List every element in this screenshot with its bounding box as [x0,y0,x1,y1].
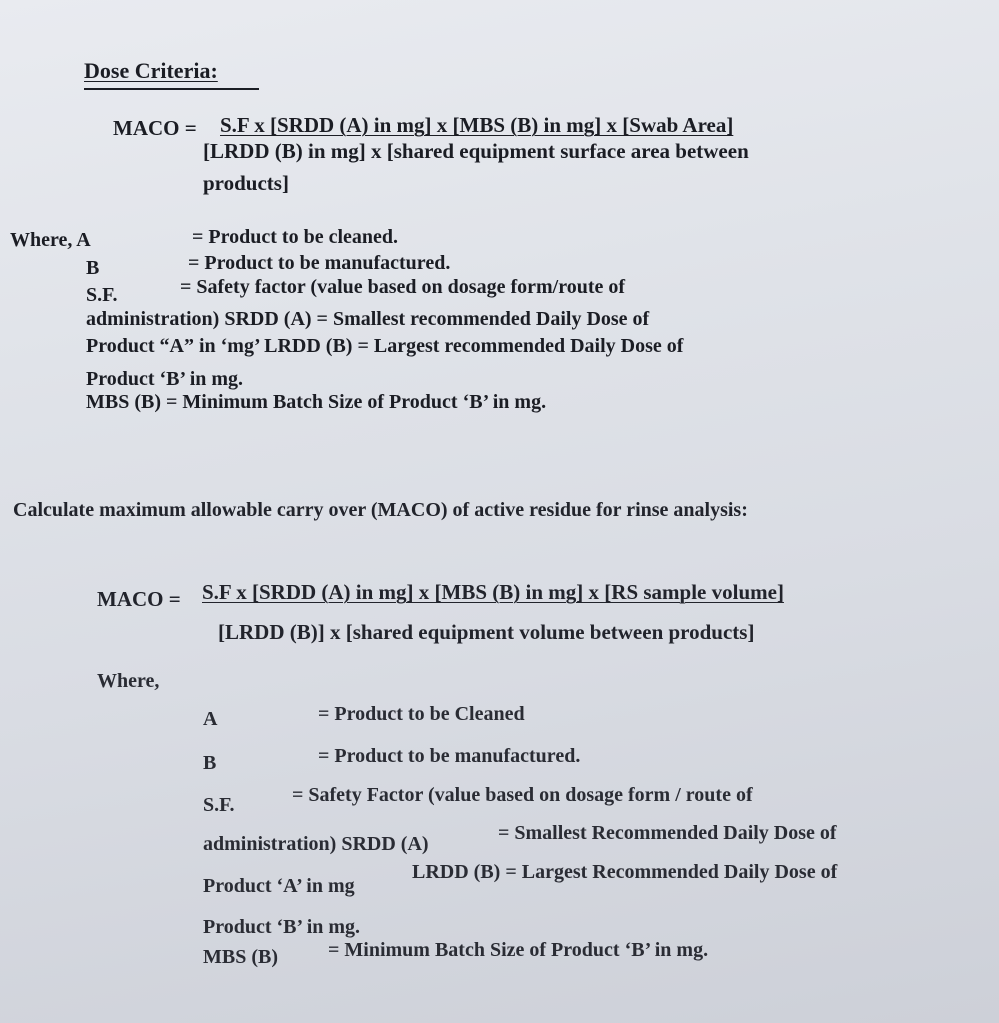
admin-srdd-value: = Smallest Recommended Daily Dose of [498,822,837,844]
term-mbs-rinse: MBS (B) [203,946,278,968]
continuation-line-2: Product “A” in ‘mg’ LRDD (B) = Largest recommended Daily Dose of [86,335,684,357]
maco-swab-numerator: S.F x [SRDD (A) in mg] x [MBS (B) in mg] x [Swab Area] [220,113,734,137]
continuation-line-4: MBS (B) = Minimum Batch Size of Product ‘B’ in mg. [86,391,547,413]
definition-b-swab: = Product to be manufactured. [188,252,451,274]
definition-mbs-rinse: = Minimum Batch Size of Product ‘B’ in mg. [328,939,709,961]
term-sf-rinse: S.F. [203,794,235,816]
maco-swab-denominator-line2: products] [203,171,289,195]
heading-underline [84,88,259,90]
product-a-label: Product ‘A’ in mg [203,875,355,897]
dose-criteria-heading: Dose Criteria: [84,58,218,83]
maco-rinse-denominator: [LRDD (B)] x [shared equipment volume between products] [218,620,755,644]
definition-sf-swab: = Safety factor (value based on dosage form/route of [180,276,626,298]
term-a-rinse: A [203,708,218,730]
where-label-rinse: Where, [97,670,160,692]
maco-swab-lhs: MACO = [113,116,197,140]
term-b-rinse: B [203,752,217,774]
maco-swab-denominator-line1: [LRDD (B) in mg] x [shared equipment surface area between [203,139,749,163]
product-b-line: Product ‘B’ in mg. [203,916,361,938]
maco-rinse-numerator: S.F x [SRDD (A) in mg] x [MBS (B) in mg] x [RS sample volume] [202,580,784,604]
rinse-heading: Calculate maximum allowable carry over (MACO) of active residue for rinse analysis: [13,499,748,521]
lrdd-value: LRDD (B) = Largest Recommended Daily Dose of [412,861,838,883]
definition-sf-rinse: = Safety Factor (value based on dosage form / route of [292,784,753,806]
admin-srdd-label: administration) SRDD (A) [203,833,429,855]
continuation-line-3: Product ‘B’ in mg. [86,368,244,390]
maco-rinse-lhs: MACO = [97,587,181,611]
definition-a-rinse: = Product to be Cleaned [318,703,525,725]
definition-a-swab: = Product to be cleaned. [192,226,399,248]
where-label-swab: Where, A [10,229,91,251]
continuation-line-1: administration) SRDD (A) = Smallest recommended Daily Dose of [86,308,650,330]
definition-b-rinse: = Product to be manufactured. [318,745,581,767]
term-b-swab: B [86,257,100,279]
term-sf-swab: S.F. [86,284,118,306]
